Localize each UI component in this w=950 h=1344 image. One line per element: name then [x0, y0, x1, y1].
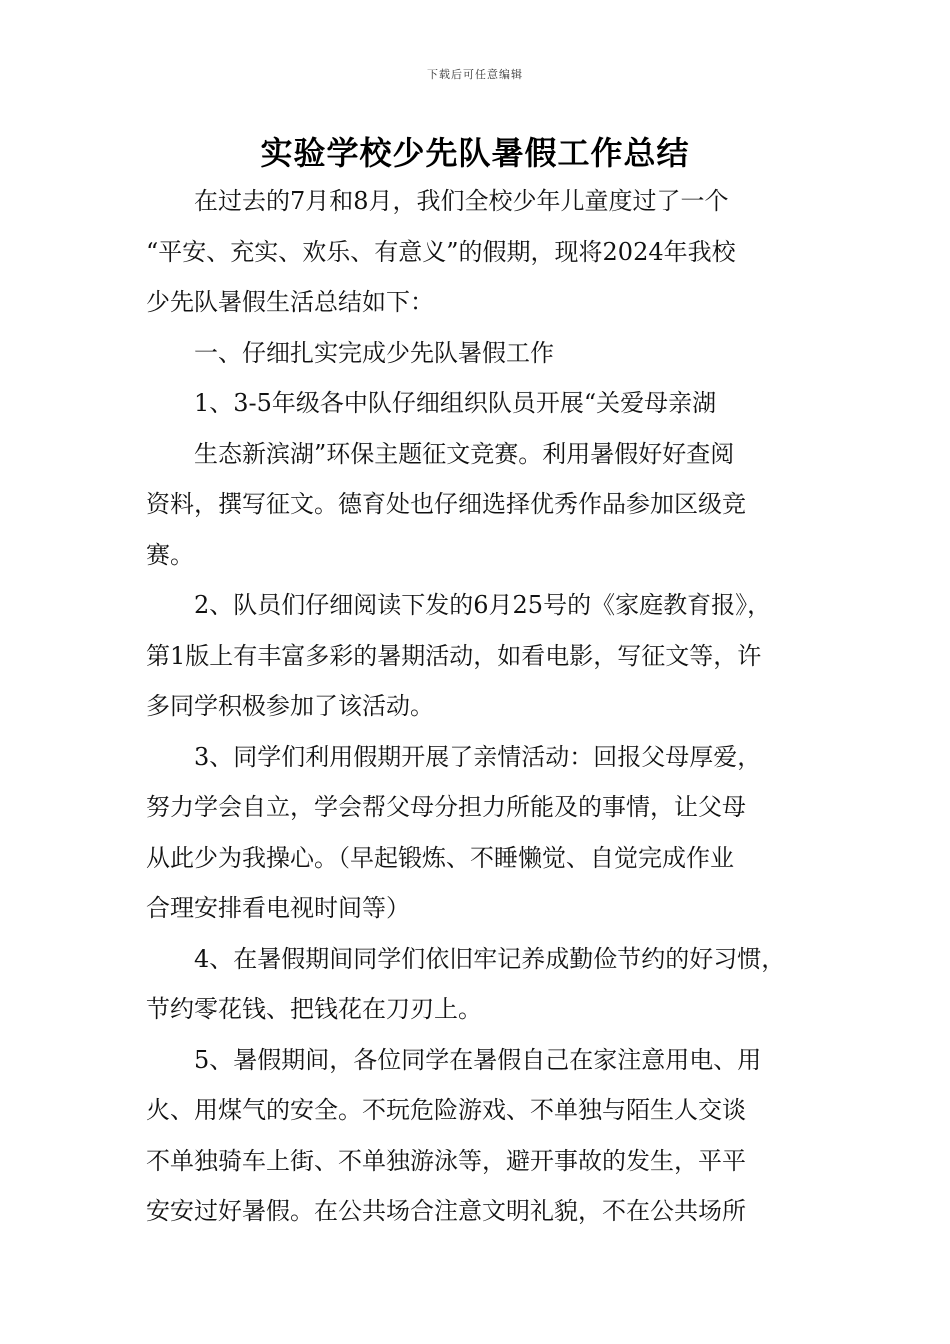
- text-line: 少先队暑假生活总结如下：: [146, 288, 434, 316]
- header-note: 下载后可任意编辑: [427, 68, 523, 81]
- text-line: 3、同学们利用假期开展了亲情活动：回报父母厚爱，: [146, 742, 762, 771]
- text-line: “平安、充实、欢乐、有意义”的假期，现将2024年我校: [146, 237, 736, 266]
- text-line: 在过去的7月和8月，我们全校少年儿童度过了一个: [146, 187, 729, 215]
- text-line: 生态新滨湖”环保主题征文竞赛。利用暑假好好查阅: [146, 439, 735, 468]
- text-line: 4、在暑假期间同学们依旧牢记养成勤俭节约的好习惯，: [146, 944, 786, 973]
- text-line: 资料，撰写征文。德育处也仔细选择优秀作品参加区级竞: [146, 490, 746, 518]
- paragraph-item-4: [146, 934, 810, 1035]
- text-line: 安安过好暑假。在公共场合注意文明礼貌，不在公共场所: [146, 1197, 746, 1225]
- text-line: 不单独骑车上街、不单独游泳等，避开事故的发生，平平: [146, 1146, 746, 1175]
- text-line: 赛。: [146, 540, 194, 569]
- text-line: 2、队员们仔细阅读下发的6月25号的《家庭教育报》，: [146, 591, 772, 619]
- paragraph-item-2: [146, 580, 810, 732]
- text-line: 从此少为我操心。（早起锻炼、不睡懒觉、自觉完成作业: [146, 843, 734, 872]
- paragraph-item-3: [146, 732, 810, 934]
- text-line: 多同学积极参加了该活动。: [146, 692, 434, 720]
- text-line: 节约零花钱、把钱花在刀刃上。: [146, 995, 482, 1023]
- text-line: 火、用煤气的安全。不玩危险游戏、不单独与陌生人交谈: [146, 1096, 746, 1124]
- section-heading: [146, 328, 810, 379]
- text-line: 一、仔细扎实完成少先队暑假工作: [146, 338, 554, 367]
- text-line: 努力学会自立，学会帮父母分担力所能及的事情，让父母: [146, 793, 746, 821]
- text-line: 合理安排看电视时间等）: [146, 894, 410, 922]
- document-body: [146, 176, 810, 1237]
- document-title: 实验学校少先队暑假工作总结: [260, 134, 690, 172]
- text-line: 5、暑假期间，各位同学在暑假自己在家注意用电、用: [146, 1045, 762, 1074]
- text-line: 1、3-5年级各中队仔细组织队员开展“关爱母亲湖: [146, 389, 717, 417]
- paragraph-item-1: [146, 378, 810, 580]
- paragraph-item-5: [146, 1035, 810, 1237]
- text-line: 第1版上有丰富多彩的暑期活动，如看电影，写征文等，许: [146, 641, 762, 670]
- paragraph-intro: [146, 176, 810, 328]
